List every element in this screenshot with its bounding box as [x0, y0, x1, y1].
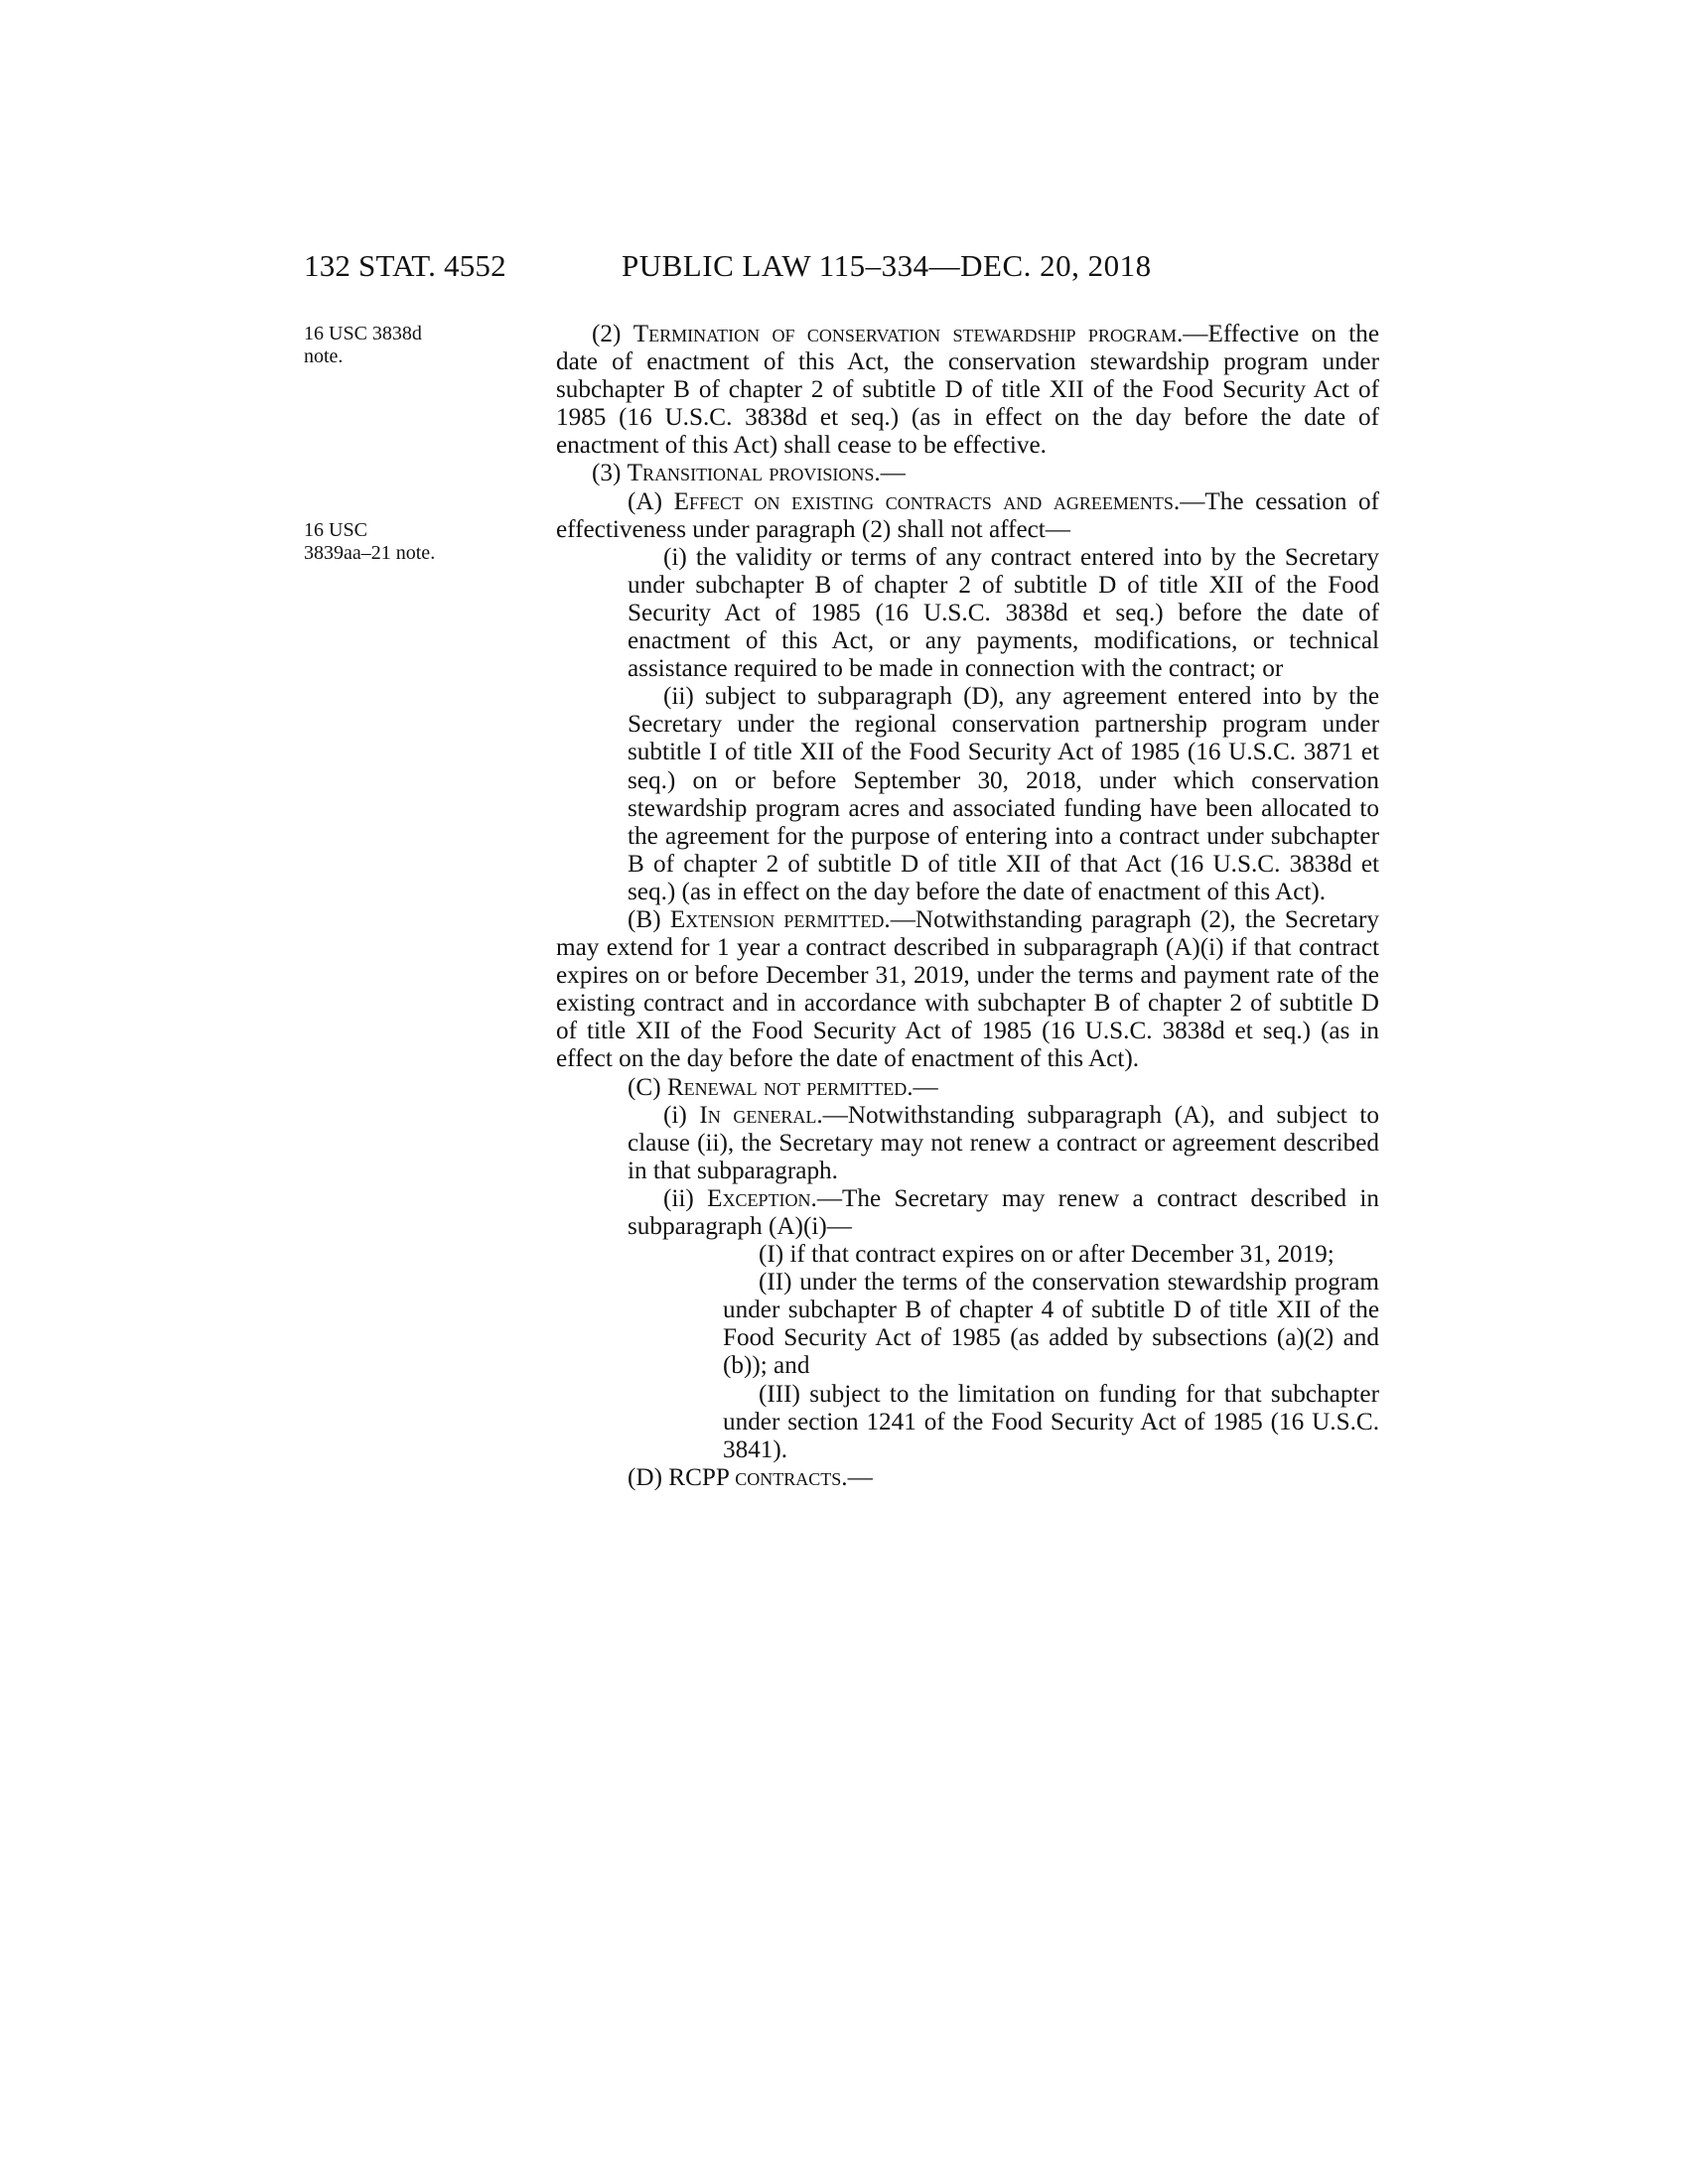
clause-number: (ii): [663, 1184, 708, 1212]
margin-note-2: [304, 519, 435, 565]
paragraph-2: [556, 321, 1379, 460]
clause-heading: In general: [699, 1101, 817, 1129]
subparagraph-d: [556, 1464, 1379, 1492]
subparagraph-heading: Effect on existing contracts and agreements: [673, 487, 1174, 515]
paragraph-number: (2): [592, 321, 633, 347]
clause-heading: Exception: [707, 1184, 811, 1212]
subclause-c-ii-I: (I) if that contract expires on or after December 31, 2019;: [759, 1241, 1335, 1269]
margin-note-1: [304, 323, 422, 368]
subparagraph-heading: RCPP contracts: [668, 1463, 842, 1491]
subparagraph-text: .—Notwithstanding paragraph (2), the Secretary may extend for 1 year a contract described in subparagraph (A)(i) if that contract expires on or before December 31, 2019, under the terms and payment rate of the existing contract and in accordance with subchapter B of chapter 2 of subtitle D of title XII of the Food Security Act of 1985 (16 U.S.C. 3838d et seq.) (as in effect on the day before the date of enactment of this Act).: [556, 905, 1379, 1073]
margin-note-line: 16 USC 3838d: [304, 323, 422, 344]
subparagraph-number: (B): [628, 905, 670, 933]
paragraph-number: (3): [592, 460, 628, 487]
clause-c-i: [628, 1102, 1379, 1185]
public-law-title: PUBLIC LAW 115–334—DEC. 20, 2018: [622, 248, 1152, 283]
subparagraph-c: [556, 1074, 1379, 1102]
subparagraph-text: .—The cessation of effectiveness under paragraph (2) shall not affect—: [556, 487, 1380, 543]
subparagraph-text: .—: [841, 1463, 873, 1491]
subparagraph-number: (A): [628, 487, 674, 515]
clause-text: .—Notwithstanding subparagraph (A), and subject to clause (ii), the Secretary may not renew a contract or agreement described in that subparagraph.: [628, 1101, 1380, 1184]
clause-a-i: (i) the validity or terms of any contract entered into by the Secretary under subchapter B of chapter 2 of subtitle D of title XII of the Food Security Act of 1985 (16 U.S.C. 3838d et seq.) before the date of enactment of this Act, or any payments, modifications, or technical assistance required to be made in connection with the contract; or: [628, 543, 1379, 683]
margin-note-line: 16 USC: [304, 519, 367, 541]
paragraph-heading: Termination of conservation stewardship program: [633, 321, 1177, 347]
clause-a-ii: (ii) subject to subparagraph (D), any agreement entered into by the Secretary under the regional conservation partnership program under subtitle I of title XII of the Food Security Act of 1985 (16 U.S.C. 3871 et seq.) on or before September 30, 2018, under which conservation stewardship program acres and associated funding have been allocated to the agreement for the purpose of entering into a contract under subchapter B of chapter 2 of subtitle D of title XII of that Act (16 U.S.C. 3838d et seq.) (as in effect on the day before the date of enactment of this Act).: [628, 683, 1379, 905]
clause-number: (i): [663, 1101, 700, 1129]
paragraph-text: .—: [874, 460, 906, 487]
statute-page-reference: 132 STAT. 4552: [304, 248, 506, 283]
paragraph-3: [556, 460, 1379, 487]
subparagraph-number: (C): [628, 1073, 667, 1101]
subparagraph-text: .—: [907, 1073, 938, 1101]
clause-c-ii: [628, 1185, 1379, 1241]
subclause-c-ii-III: (III) subject to the limitation on funding for that subchapter under section 1241 of the Food Security Act of 1985 (16 U.S.C. 3841).: [723, 1380, 1379, 1463]
clause-text: .—The Secretary may renew a contract described in subparagraph (A)(i)—: [628, 1184, 1379, 1240]
margin-note-line: 3839aa–21 note.: [304, 542, 436, 564]
subparagraph-heading: Extension permitted: [669, 905, 885, 933]
page-header: [0, 248, 1688, 288]
statute-body: [556, 321, 1379, 1492]
subparagraph-b: [556, 906, 1379, 1074]
subclause-c-ii-II: (II) under the terms of the conservation stewardship program under subchapter B of chapter 4 of subtitle D of title XII of the Food Security Act of 1985 (as added by subsections (a)(2) and (b)); and: [723, 1269, 1379, 1380]
subparagraph-a: [556, 488, 1379, 544]
paragraph-heading: Transitional provisions: [627, 460, 875, 487]
subparagraph-number: (D): [628, 1463, 669, 1491]
margin-note-line: note.: [304, 345, 344, 367]
paragraph-text: .—Effective on the date of enactment of this Act, the conservation stewardship program under subchapter B of chapter 2 of subtitle D of title XII of the Food Security Act of 1985 (16 U.S.C. 3838d et seq.) (as in effect on the day before the date of enactment of this Act) shall cease to be effective.: [556, 321, 1380, 460]
subparagraph-heading: Renewal not permitted: [666, 1073, 908, 1101]
